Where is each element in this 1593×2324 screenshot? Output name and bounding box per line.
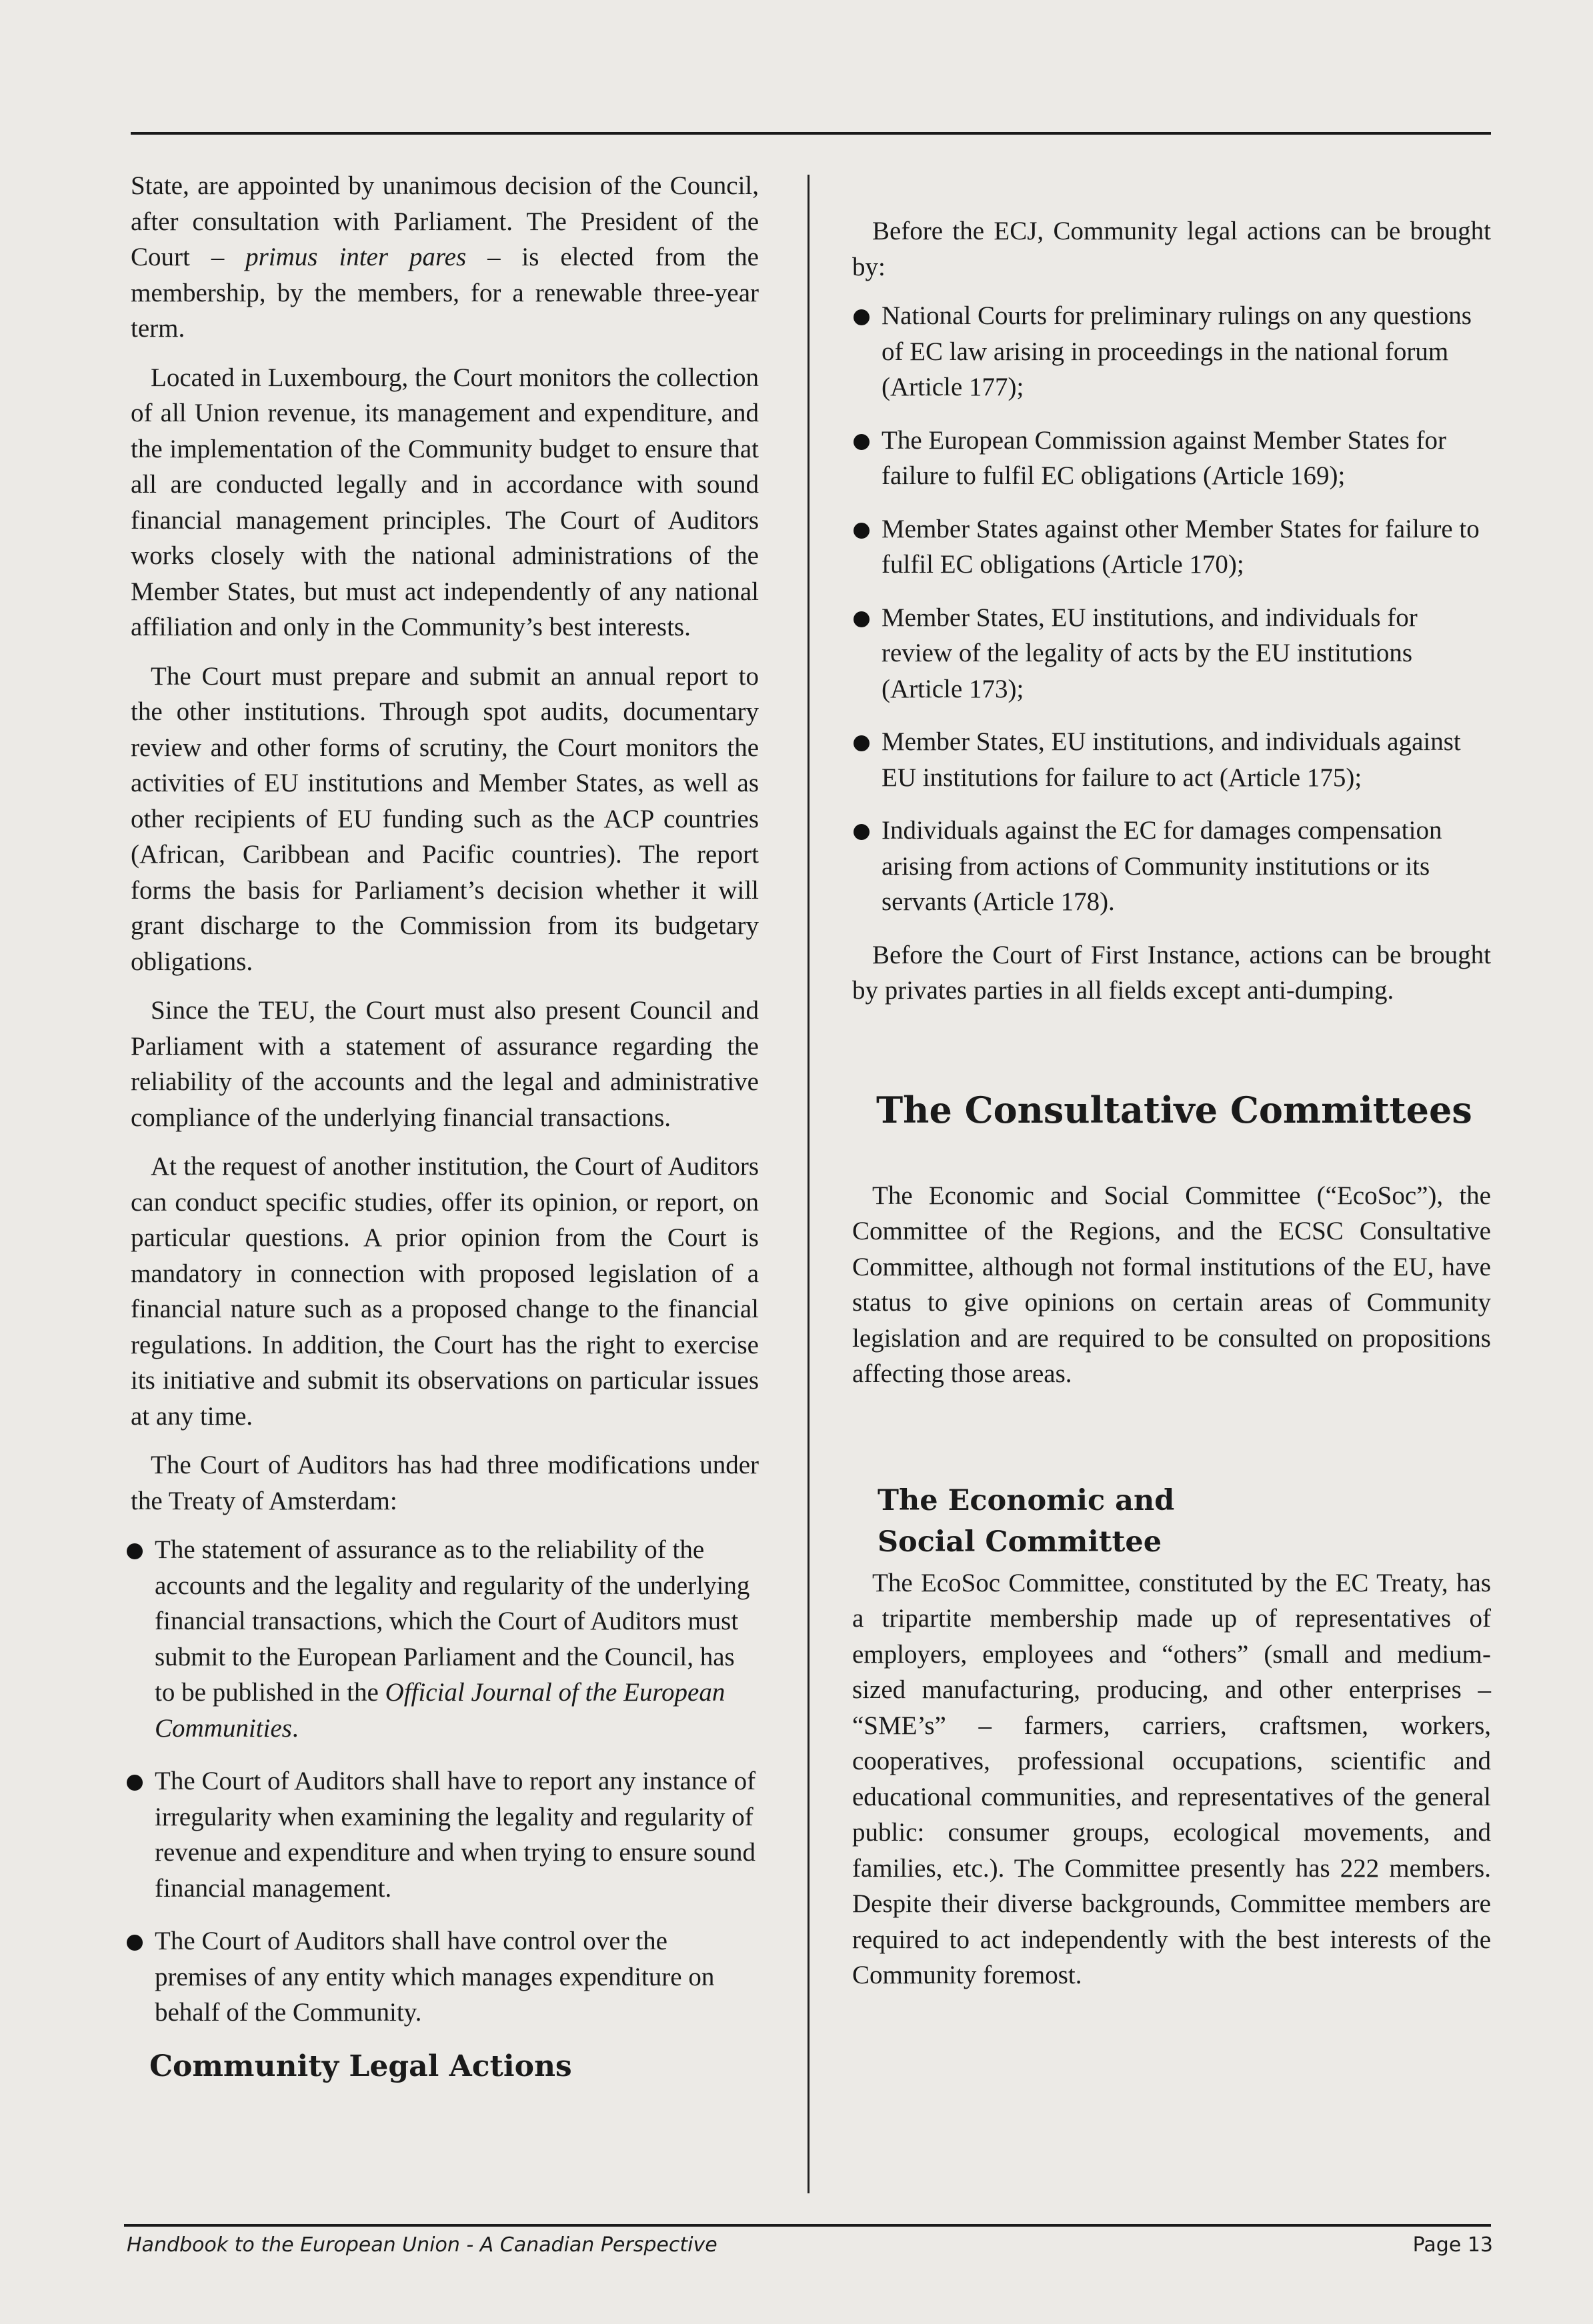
section-heading: Community Legal Actions (149, 2049, 572, 2083)
footer-title: Handbook to the European Union - A Canadian Perspective (127, 2233, 717, 2257)
list-item: Member States, EU institutions, and individuals against EU institutions for failure to act (Article 175); (852, 724, 1491, 795)
list-item: The statement of assurance as to the reliability of the accounts and the legality and regularity of the underlying financial transactions, which the Court of Auditors must submit to the European Parliament and the Council, has to be published in the Official Journal of the European Communities. (131, 1532, 759, 1746)
subsection-title: The Economic and Social Committee (878, 1483, 1175, 1559)
paragraph: The Court of Auditors has had three modifications under the Treaty of Amsterdam: (131, 1451, 759, 1515)
right-column (852, 213, 1491, 2007)
list-item: The Court of Auditors shall have to report any instance of irregularity when examining the legality and regularity of revenue and expenditure and when trying to ensure sound financial management. (131, 1763, 759, 1906)
amsterdam-modifications-list (131, 1532, 759, 2031)
bottom-rule (124, 2224, 1491, 2227)
bullet-icon (854, 611, 870, 627)
column-divider (808, 175, 810, 2193)
paragraph: The EcoSoc Committee, constituted by the EC Treaty, has a tripartite membership made up of representatives of employers, employees and “others” (small and medium-sized manufacturing, producing, and other enterprises – “SME’s” – farmers, carriers, craftsmen, workers, cooperatives, professional occupations, scientific and educational communities, and representatives of the general public: consumer groups, ecological movements, and families, etc.). The Committee presently has 222 members. Despite their diverse backgrounds, Committee members are required to act independently with the best interests of the Community foremost. (852, 1568, 1491, 1989)
list-item: The European Commission against Member States for failure to fulfil EC obligations (Article 169); (852, 423, 1491, 494)
bullet-icon (127, 1935, 143, 1951)
bullet-icon (854, 309, 870, 325)
top-rule (131, 132, 1491, 135)
bullet-icon (854, 523, 870, 539)
paragraph: The Court must prepare and submit an annual report to the other institutions. Through spot audits, documentary review and other forms of scrutiny, the Court monitors the activities of EU institutions and Member States, as well as other recipients of EU funding such as the ACP countries (African, Caribbean and Pacific countries). The report forms the basis for Parliament’s decision whether it will grant discharge to the Commission from its budgetary obligations. (131, 661, 759, 976)
paragraph: State, are appointed by unanimous decision of the Council, after consultation with Parliament. The President of the Court – primus inter pares – is elected from the membership, by the members, for a renewable three-year term. (131, 171, 759, 343)
page-number: Page 13 (1412, 2233, 1493, 2257)
legal-actions-list (852, 298, 1491, 920)
list-item: The Court of Auditors shall have control over the premises of any entity which manages expenditure on behalf of the Community. (131, 1923, 759, 2031)
paragraph: At the request of another institution, the Court of Auditors can conduct specific studies, offer its opinion, or report, on particular questions. A prior opinion from the Court is mandatory in connection with proposed legislation of a financial nature such as a proposed change to the financial regulations. In addition, the Court has the right to exercise its initiative and submit its observations on particular issues at any time. (131, 1152, 759, 1431)
list-item: Member States, EU institutions, and individuals for review of the legality of acts by the EU institutions (Article 173); (852, 600, 1491, 707)
list-item: National Courts for preliminary rulings on any questions of EC law arising in proceedings in the national forum (Article 177); (852, 298, 1491, 405)
bullet-icon (127, 1543, 143, 1559)
paragraph: Before the ECJ, Community legal actions can be brought by: (852, 217, 1491, 281)
section-title: The Consultative Committees (876, 1088, 1472, 1131)
paragraph: Before the Court of First Instance, actions can be brought by privates parties in all fields except anti-dumping. (852, 940, 1491, 1005)
bullet-icon (854, 824, 870, 840)
bullet-icon (854, 434, 870, 450)
paragraph: The Economic and Social Committee (“EcoSoc”), the Committee of the Regions, and the ECSC Consultative Committee, although not formal institutions of the EU, have status to give opinions on certain areas of Community legislation and are required to be consulted on propositions affecting those areas. (852, 1181, 1491, 1388)
bullet-icon (127, 1775, 143, 1791)
list-item: Individuals against the EC for damages compensation arising from actions of Community institutions or its servants (Article 178). (852, 813, 1491, 920)
paragraph: Since the TEU, the Court must also present Council and Parliament with a statement of assurance regarding the reliability of the accounts and the legal and administrative compliance of the underlying financial transactions. (131, 996, 759, 1132)
left-column (131, 168, 759, 2085)
bullet-icon (854, 735, 870, 751)
list-item: Member States against other Member States for failure to fulfil EC obligations (Article 170); (852, 511, 1491, 583)
paragraph: Located in Luxembourg, the Court monitors the collection of all Union revenue, its management and expenditure, and the implementation of the Community budget to ensure that all are conducted legally and in accordance with sound financial management principles. The Court of Auditors works closely with the national administrations of the Member States, but must act independently of any national affiliation and only in the Community’s best interests. (131, 363, 759, 641)
